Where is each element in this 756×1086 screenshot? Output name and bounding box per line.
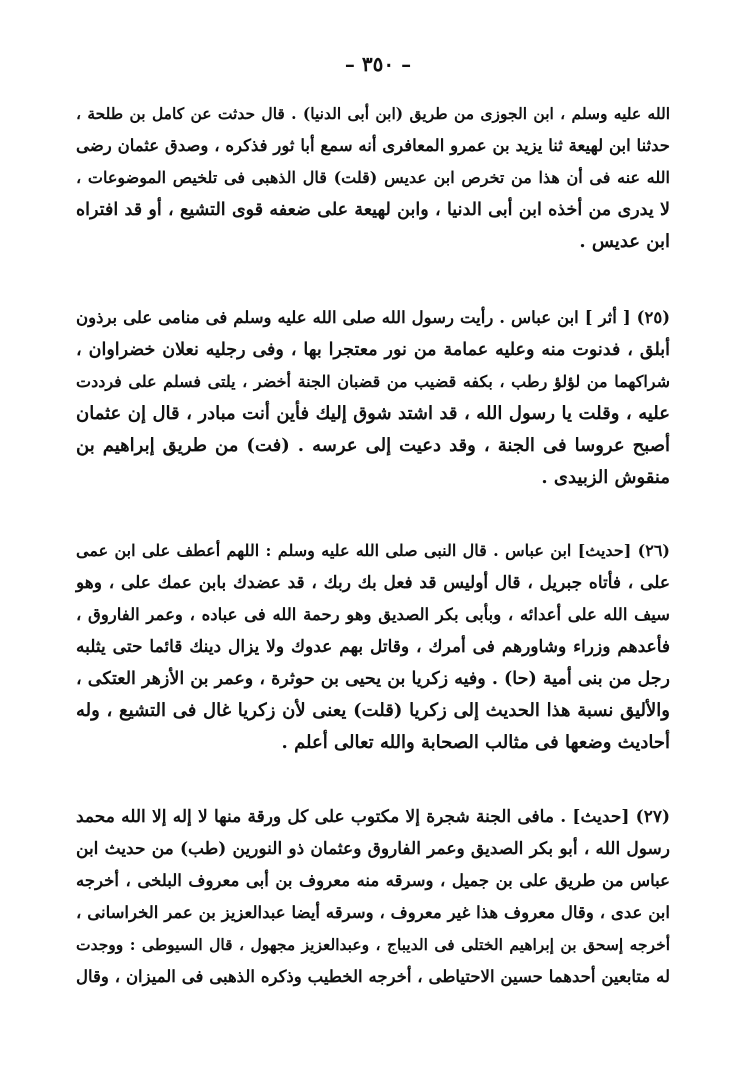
text-line: الله عليه وسلم ، ابن الجوزى من طريق (ابن أبى الدنيا) . قال حدثت عن كامل بن طلحة ، xyxy=(76,104,670,123)
text-line: لا يدرى من أخذه ابن أبى الدنيا ، وابن لهيعة على ضعفه قوى التشيع ، أو قد افتراه xyxy=(76,200,670,220)
text-line: عباس من طريق على بن جميل ، وسرقه منه معروف بن أبى معروف البلخى ، أخرجه xyxy=(76,871,670,890)
text-line: رسول الله ، أبو بكر الصديق وعمر الفاروق وعثمان ذو النورين (طب) من حديث ابن xyxy=(76,839,670,859)
text-line: منقوش الزبيدى . xyxy=(541,467,670,488)
text-line: (٢٥) [ أثر ] ابن عباس . رأيت رسول الله صلى الله عليه وسلم فى منامى على برذون xyxy=(76,308,670,327)
text-line: عليه ، وقلت يا رسول الله ، قد اشتد شوق إليك فأين أنت مبادر ، قال إن عثمان xyxy=(76,403,670,424)
text-line: ابن عديس . xyxy=(579,231,670,252)
text-line: (٢٦) [حديث] ابن عباس . قال النبى صلى الله عليه وسلم : اللهم أعطف على ابن عمى xyxy=(76,541,670,560)
text-line: أصبح عروسا فى الجنة ، وقد دعيت إلى عرسه . (فت) من طريق إبراهيم بن xyxy=(76,435,670,456)
text-line: (٢٧) [حديث] . مافى الجنة شجرة إلا مكتوب على كل ورقة منها لا إله إلا الله محمد xyxy=(76,807,670,827)
text-line: سيف الله على أعدائه ، وبأبى بكر الصديق وهو رحمة الله فى عباده ، وعمر الفاروق ، xyxy=(76,605,670,624)
text-line: على ، فأتاه جبريل ، قال أوليس قد فعل بك ربك ، قد عضدك بابن عمك على ، وهو xyxy=(76,573,670,593)
text-line: شراكهما من لؤلؤ رطب ، بكفه قضيب من قضبان الجنة أخضر ، يلتى فسلم على فرددت xyxy=(76,372,670,391)
paragraph-entry-27 xyxy=(76,801,670,993)
text-line: الله عنه فى أن هذا من تخرص ابن عديس (قلت) قال الذهبى فى تلخيص الموضوعات ، xyxy=(76,168,670,187)
text-line: أبلق ، فدنوت منه وعليه عمامة من نور معتجرا بها ، وفى رجليه نعلان خضراوان ، xyxy=(76,340,670,360)
text-line: أخرجه إسحق بن إبراهيم الختلى فى الديباج ، وعبدالعزيز مجهول ، قال السيوطى : ووجدت xyxy=(76,935,670,954)
text-line: والأليق نسبة هذا الحديث إلى زكريا (قلت) يعنى لأن زكريا غال فى التشيع ، وله xyxy=(76,700,670,721)
paragraph-entry-26 xyxy=(76,535,670,759)
text-line: فأعدهم وزراء وشاورهم فى أمرك ، وقاتل بهم عدوك ولا يزال دينك قائما حتى يثلبه xyxy=(76,637,670,657)
paragraph-continuation xyxy=(76,98,670,258)
text-line: حدثنا ابن لهيعة ثنا يزيد بن عمرو المعافرى أنه سمع أبا ثور فذكره ، وصدق عثمان رضى xyxy=(76,136,670,155)
text-line: رجل من بنى أمية (حا) . وفيه زكريا بن يحيى بن حوثرة ، وعمر بن الأزهر العتكى ، xyxy=(76,669,670,689)
text-line: أحاديث وضعها فى مثالب الصحابة والله تعالى أعلم . xyxy=(281,732,670,753)
text-line: ابن عدى ، وقال معروف هذا غير معروف ، وسرقه أيضا عبدالعزيز بن عمر الخراسانى ، xyxy=(76,903,670,922)
page-number: – ٣٥٠ – xyxy=(344,52,412,76)
paragraph-entry-25 xyxy=(76,302,670,494)
text-line: له متابعين أحدهما حسين الاحتياطى ، أخرجه الخطيب وذكره الذهبى فى الميزان ، وقال xyxy=(76,967,670,986)
